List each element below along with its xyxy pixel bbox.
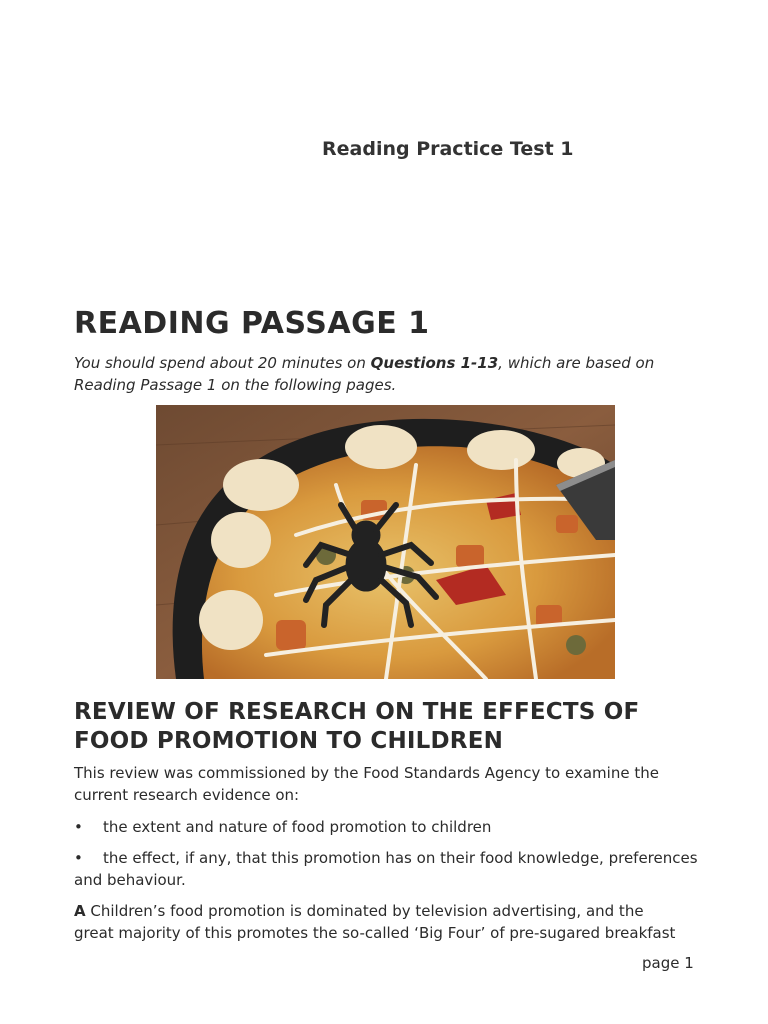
article-title [74, 698, 724, 756]
bullet-item [74, 816, 704, 838]
instructions-questions-range: Questions 1-13 [370, 354, 499, 372]
paragraph-a-text-1: Children’s food promotion is dominated by television advertising, and the [85, 902, 644, 920]
bullet-marker: • [74, 818, 83, 836]
spider-pizza-photo [156, 405, 615, 679]
bullet-item [74, 847, 704, 891]
intro-paragraph: This review was commissioned by the Food Standards Agency to examine the current research evidence on: [74, 764, 659, 804]
bullet-text: the effect, if any, that this promotion has on their food knowledge, preferences and behaviour. [74, 849, 698, 889]
article-title-line-1: REVIEW OF RESEARCH ON THE EFFECTS OF [74, 699, 640, 725]
paragraph-letter: A [74, 902, 86, 920]
paragraph-a-line-1 [74, 900, 704, 922]
passage-heading: READING PASSAGE 1 [74, 306, 430, 341]
passage-instructions [74, 352, 704, 396]
instructions-text-start: You should spend about 20 minutes on [74, 354, 371, 372]
bullet-text: the extent and nature of food promotion to children [103, 818, 492, 836]
paragraph-a-line-2: great majority of this promotes the so-called ‘Big Four’ of pre-sugared breakfast [74, 924, 676, 942]
bullet-marker: • [74, 849, 83, 867]
article-title-line-2: FOOD PROMOTION TO CHILDREN [74, 728, 504, 754]
document-header-title: Reading Practice Test 1 [322, 138, 574, 160]
instructions-text-end: , which are based on Reading Passage 1 on the following pages. [74, 354, 655, 394]
paragraph-a [74, 900, 704, 944]
page-number: page 1 [642, 954, 694, 972]
